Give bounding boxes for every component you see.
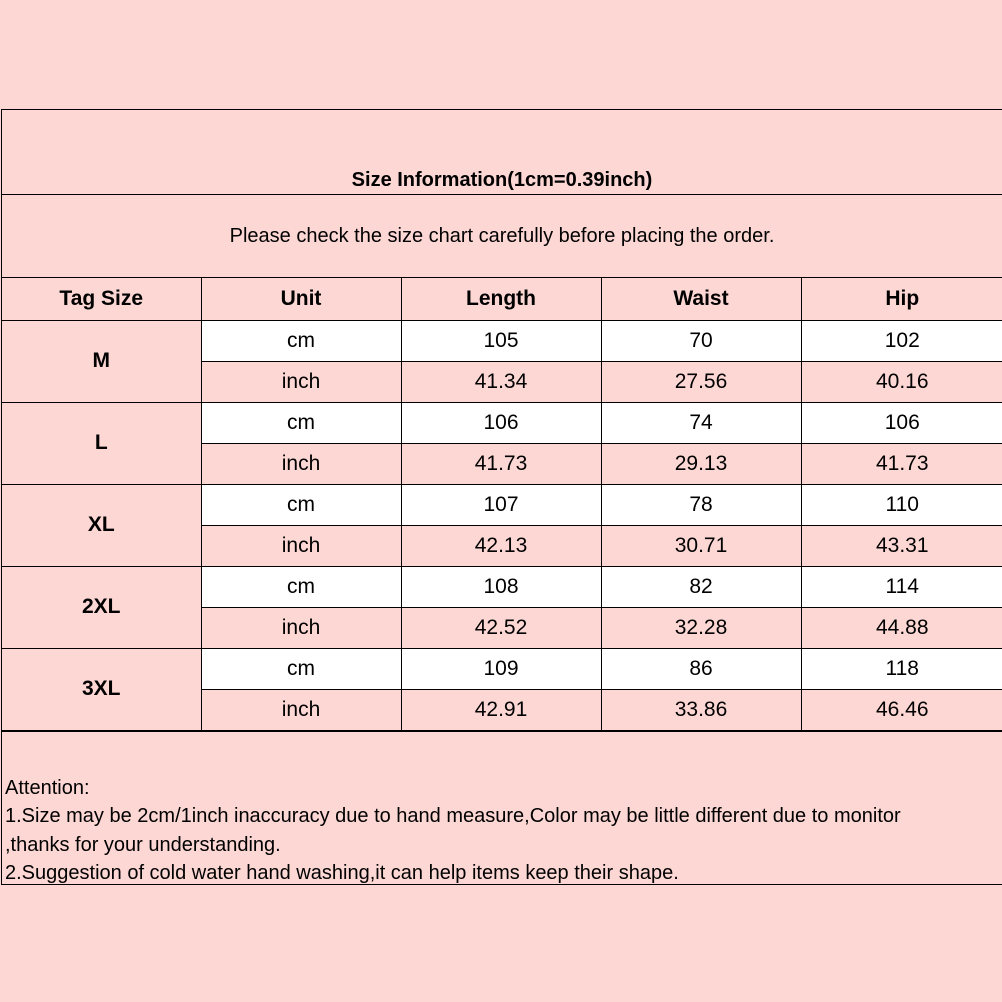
unit-cell: cm [201,320,401,361]
length-cell: 41.34 [401,361,601,402]
length-cell: 107 [401,484,601,525]
page-title: Size Information(1cm=0.39inch) [351,169,653,191]
unit-cell: inch [201,607,401,648]
tag-size-cell: L [2,402,201,484]
length-cell: 42.52 [401,607,601,648]
length-cell: 105 [401,320,601,361]
table-row [2,320,1002,361]
unit-cell: inch [201,361,401,402]
hip-cell: 44.88 [801,607,1002,648]
header-unit: Unit [201,278,401,320]
attention-heading: Attention: [5,776,90,799]
title-row [2,110,1002,195]
attention-line: ,thanks for your understanding. [5,833,281,856]
waist-cell: 30.71 [601,525,801,566]
header-waist: Waist [601,278,801,320]
length-cell: 42.91 [401,689,601,730]
hip-cell: 106 [801,402,1002,443]
attention-line: 2.Suggestion of cold water hand washing,it can help items keep their shape. [5,862,679,884]
length-cell: 109 [401,648,601,689]
table-row [2,648,1002,689]
unit-cell: inch [201,525,401,566]
waist-cell: 86 [601,648,801,689]
tag-size-cell: XL [2,484,201,566]
length-cell: 42.13 [401,525,601,566]
header-row [2,278,1002,320]
tag-size-cell: M [2,320,201,402]
size-chart [1,109,1002,885]
attention-line: 1.Size may be 2cm/1inch inaccuracy due to hand measure,Color may be little different due to monitor [5,805,901,827]
table-row [2,484,1002,525]
length-cell: 108 [401,566,601,607]
header-tag-size: Tag Size [2,278,201,320]
table-row [2,402,1002,443]
waist-cell: 33.86 [601,689,801,730]
order-note: Please check the size chart carefully before placing the order. [229,224,775,247]
hip-cell: 118 [801,648,1002,689]
waist-cell: 82 [601,566,801,607]
tag-size-cell: 2XL [2,566,201,648]
waist-cell: 29.13 [601,443,801,484]
waist-cell: 32.28 [601,607,801,648]
unit-cell: inch [201,443,401,484]
note-row [2,195,1002,278]
header-hip: Hip [801,278,1002,320]
hip-cell: 114 [801,566,1002,607]
length-cell: 41.73 [401,443,601,484]
unit-cell: inch [201,689,401,730]
unit-cell: cm [201,648,401,689]
size-table [2,278,1002,731]
hip-cell: 40.16 [801,361,1002,402]
unit-cell: cm [201,484,401,525]
hip-cell: 43.31 [801,525,1002,566]
waist-cell: 78 [601,484,801,525]
hip-cell: 46.46 [801,689,1002,730]
hip-cell: 110 [801,484,1002,525]
hip-cell: 102 [801,320,1002,361]
waist-cell: 27.56 [601,361,801,402]
table-row [2,566,1002,607]
waist-cell: 74 [601,402,801,443]
waist-cell: 70 [601,320,801,361]
length-cell: 106 [401,402,601,443]
header-length: Length [401,278,601,320]
hip-cell: 41.73 [801,443,1002,484]
unit-cell: cm [201,566,401,607]
unit-cell: cm [201,402,401,443]
attention-section [2,731,1002,884]
tag-size-cell: 3XL [2,648,201,730]
